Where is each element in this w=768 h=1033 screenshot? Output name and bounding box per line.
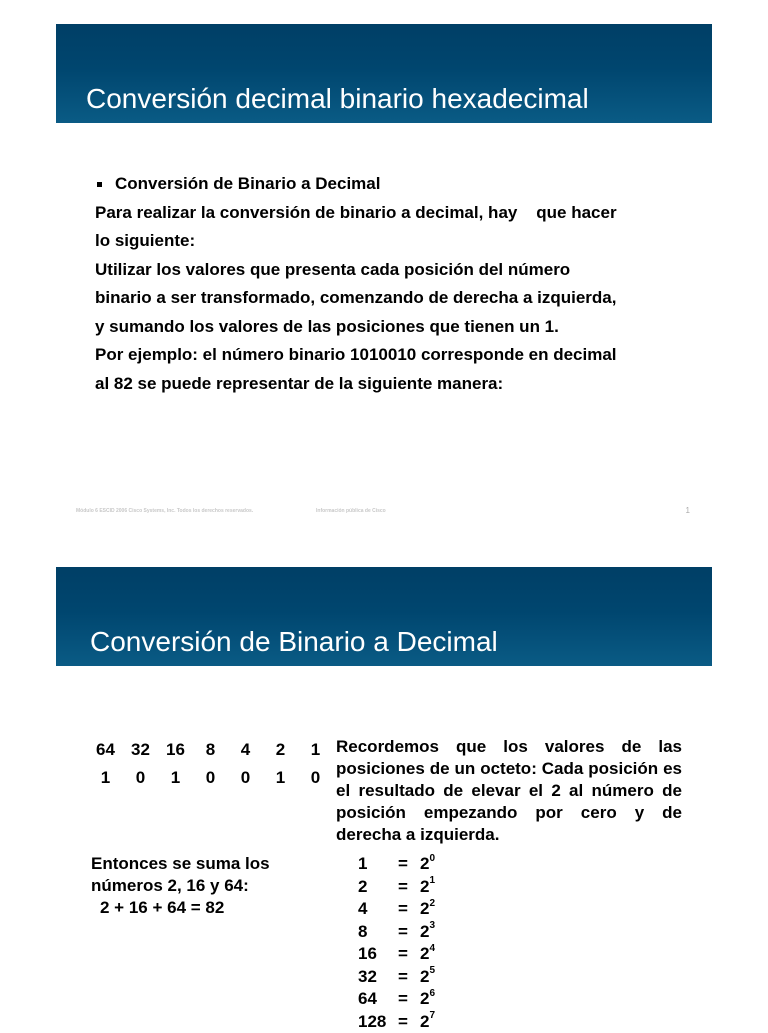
- power-value: 64: [358, 989, 398, 1009]
- bullet-item: [95, 170, 665, 199]
- binary-table: [88, 736, 333, 792]
- equals-sign: =: [398, 854, 420, 874]
- power-value: 16: [358, 944, 398, 964]
- power-expression: [420, 899, 435, 919]
- power-row: [358, 1011, 435, 1033]
- paragraph: Por ejemplo: el número binario 1010010 corresponde en decimal al 82 se puede representar de la siguiente manera:: [95, 341, 665, 398]
- slide2-title: Conversión de Binario a Decimal: [90, 626, 498, 658]
- power-exponent: 3: [429, 920, 435, 931]
- equals-sign: =: [398, 967, 420, 987]
- info-text: Información pública de Cisco: [316, 508, 386, 514]
- power-base: 2: [420, 967, 429, 986]
- sum-expression: 2 + 16 + 64 = 82: [91, 897, 270, 919]
- place-value: 2: [263, 740, 298, 760]
- power-base: 2: [420, 877, 429, 896]
- bit: 0: [123, 768, 158, 788]
- page-number: 1: [686, 506, 690, 515]
- power-value: 32: [358, 967, 398, 987]
- power-row: [358, 988, 435, 1011]
- slide2-header: [56, 567, 712, 666]
- power-row: [358, 876, 435, 899]
- power-row: [358, 898, 435, 921]
- power-row: [358, 943, 435, 966]
- power-base: 2: [420, 989, 429, 1008]
- power-expression: [420, 944, 435, 964]
- place-values-row: [88, 736, 333, 764]
- bit: 1: [158, 768, 193, 788]
- bits-row: [88, 764, 333, 792]
- power-expression: [420, 967, 435, 987]
- place-value: 8: [193, 740, 228, 760]
- power-value: 128: [358, 1012, 398, 1032]
- power-exponent: 7: [429, 1010, 435, 1021]
- power-base: 2: [420, 922, 429, 941]
- bullet-text: Conversión de Binario a Decimal: [115, 170, 380, 199]
- power-row: [358, 966, 435, 989]
- power-exponent: 2: [429, 898, 435, 909]
- power-row: [358, 921, 435, 944]
- equals-sign: =: [398, 877, 420, 897]
- place-value: 1: [298, 740, 333, 760]
- power-expression: [420, 1012, 435, 1032]
- power-exponent: 1: [429, 875, 435, 886]
- equals-sign: =: [398, 922, 420, 942]
- copyright-text: Módulo 6 ESCID 2006 Cisco Systems, Inc. Todos los derechos reservados.: [76, 508, 253, 514]
- power-expression: [420, 989, 435, 1009]
- place-value: 4: [228, 740, 263, 760]
- power-exponent: 0: [429, 853, 435, 864]
- power-value: 8: [358, 922, 398, 942]
- slide1-title: Conversión decimal binario hexadecimal: [86, 83, 589, 115]
- power-expression: [420, 877, 435, 897]
- power-exponent: 6: [429, 988, 435, 999]
- bit: 0: [228, 768, 263, 788]
- explanation-text: Recordemos que los valores de las posiciones de un octeto: Cada posición es el resultado de elevar el 2 al número de posición empezando por cero y de derecha a izquierda.: [336, 736, 682, 846]
- slide1-header: [56, 24, 712, 123]
- power-expression: [420, 854, 435, 874]
- paragraph: Utilizar los valores que presenta cada posición del número binario a ser transformado, comenzando de derecha a izquierda, y sumando los valores de las posiciones que tienen un 1.: [95, 256, 665, 342]
- sum-text: Entonces se suma los números 2, 16 y 64:: [91, 853, 270, 897]
- bit: 1: [263, 768, 298, 788]
- power-base: 2: [420, 899, 429, 918]
- power-exponent: 4: [429, 943, 435, 954]
- power-value: 4: [358, 899, 398, 919]
- equals-sign: =: [398, 989, 420, 1009]
- equals-sign: =: [398, 944, 420, 964]
- equals-sign: =: [398, 1012, 420, 1032]
- powers-list: [358, 853, 435, 1033]
- power-base: 2: [420, 1012, 429, 1031]
- square-bullet-icon: [97, 182, 102, 187]
- power-expression: [420, 922, 435, 942]
- sum-block: [91, 853, 270, 919]
- place-value: 32: [123, 740, 158, 760]
- power-value: 2: [358, 877, 398, 897]
- bit: 0: [193, 768, 228, 788]
- power-row: [358, 853, 435, 876]
- bit: 0: [298, 768, 333, 788]
- paragraph: Para realizar la conversión de binario a decimal, hay que hacer lo siguiente:: [95, 199, 665, 256]
- power-value: 1: [358, 854, 398, 874]
- equals-sign: =: [398, 899, 420, 919]
- power-base: 2: [420, 854, 429, 873]
- bit: 1: [88, 768, 123, 788]
- slide1-body: [95, 170, 665, 398]
- place-value: 64: [88, 740, 123, 760]
- place-value: 16: [158, 740, 193, 760]
- power-exponent: 5: [429, 965, 435, 976]
- power-base: 2: [420, 944, 429, 963]
